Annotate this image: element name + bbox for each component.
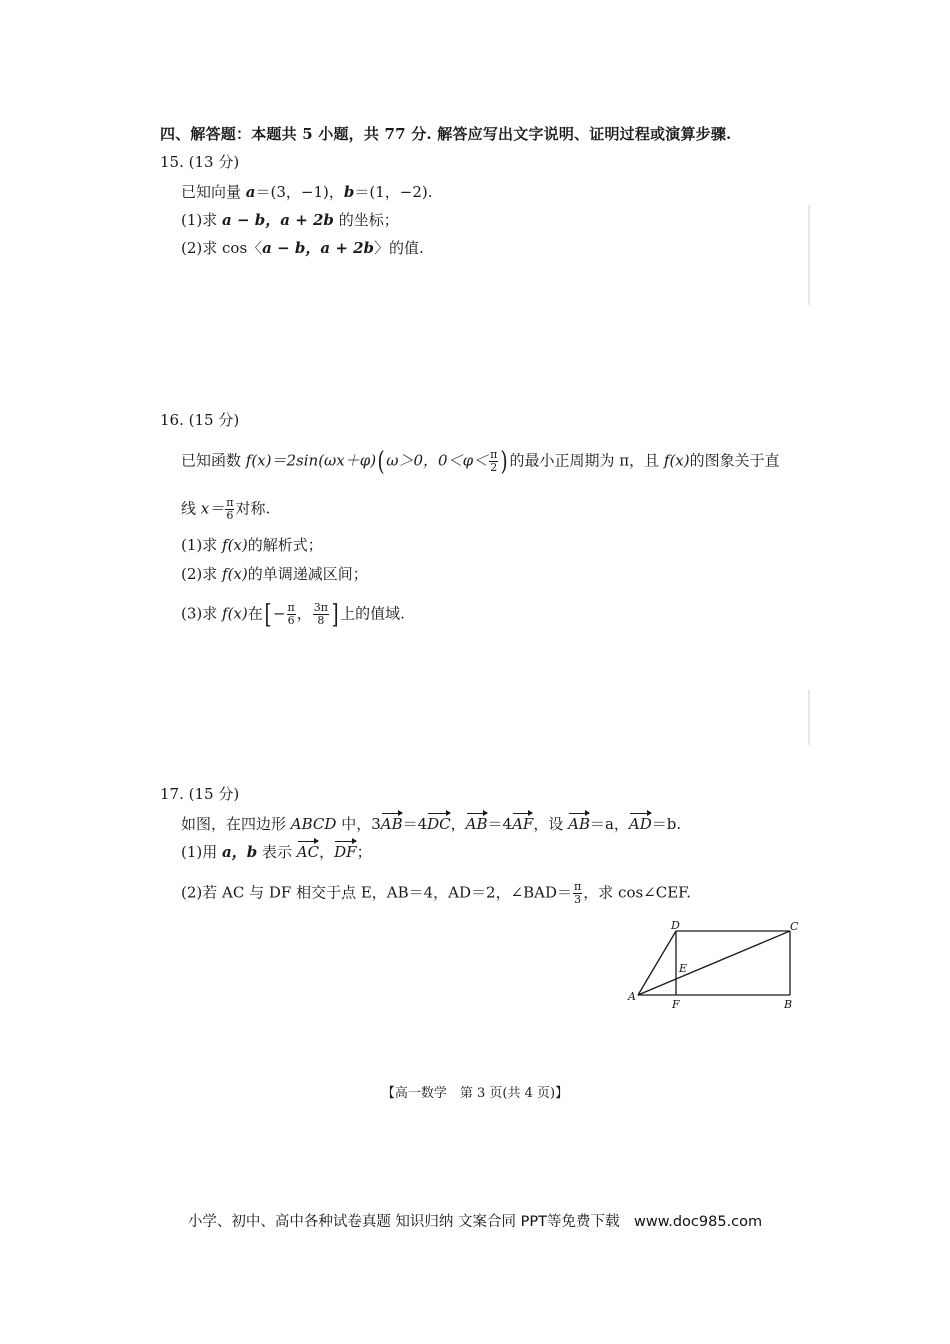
question-17-part-2: (2)若 AC 与 DF 相交于点 E，AB＝4，AD＝2，∠BAD＝ $\frac{\pi}{3}$ ，求 cos∠CEF. [181,880,692,906]
label-C: C [790,920,799,933]
fraction-pi-over-3: $\frac{\pi}{3}$ [574,880,582,906]
fraction-pi-over-2: $\frac{\pi}{2}$ [490,448,498,474]
label-F: F [672,998,680,1011]
question-15-number: 15. (13 分) [160,153,240,171]
question-16-stem-line-2: 线 x＝ $\frac{\pi}{6}$ 对称. [181,496,271,522]
question-15-part-1: (1)求 a − b，a + 2b 的坐标； [181,211,399,229]
question-16-part-1: (1)求 f(x)的解析式； [181,536,323,554]
label-E: E [679,962,688,975]
label-A: A [628,990,636,1003]
fraction-pi-over-6: $\frac{\pi}{6}$ [287,601,295,627]
question-15-part-2: (2)求 cos〈a − b，a + 2b〉的值. [181,239,424,257]
section-title: 四、解答题：本题共 5 小题，共 77 分. 解答应写出文字说明、证明过程或演算步骤. [160,125,732,143]
question-17-number: 17. (15 分) [160,785,240,803]
label-D: D [671,919,680,932]
segment-AD [638,931,676,995]
scan-artifact [808,205,810,305]
question-16-number: 16. (15 分) [160,411,240,429]
question-16-stem-line-1: 已知函数 f(x)＝2sin(ωx＋φ)( ω＞0，0＜φ＜ $\frac{\pi}{2}$ ) 的最小正周期为 π，且 f(x)的图象关于直 [181,446,780,477]
question-17-part-1: (1)用 a，b 表示 AC，DF； [181,843,372,861]
fraction-3pi-over-8: $\frac{3\pi}{8}$ [313,601,328,627]
question-15-stem: 已知向量 a＝(3，−1)，b＝(1，−2). [181,183,433,201]
quadrilateral-figure [620,915,810,1015]
segment-AC [638,931,790,995]
question-17-stem: 如图，在四边形 ABCD 中，3AB＝4DC，AB＝4AF，设 AB＝a，AD＝b. [181,815,682,833]
scan-artifact [808,690,810,745]
question-16-part-2: (2)求 f(x)的单调递减区间； [181,565,368,583]
page-footer: 【高一数学 第 3 页(共 4 页)】 [381,1086,569,1101]
fraction-pi-over-6: $\frac{\pi}{6}$ [226,496,234,522]
site-footer-link[interactable]: 小学、初中、高中各种试卷真题 知识归纳 文案合同 PPT等免费下载 www.doc985.com [187,1214,763,1230]
label-B: B [784,998,793,1011]
question-16-part-3: (3)求 f(x)在[ − $\frac{\pi}{6}$ ， $\frac{3\pi}{8}$ ] 上的值域. [181,599,405,630]
